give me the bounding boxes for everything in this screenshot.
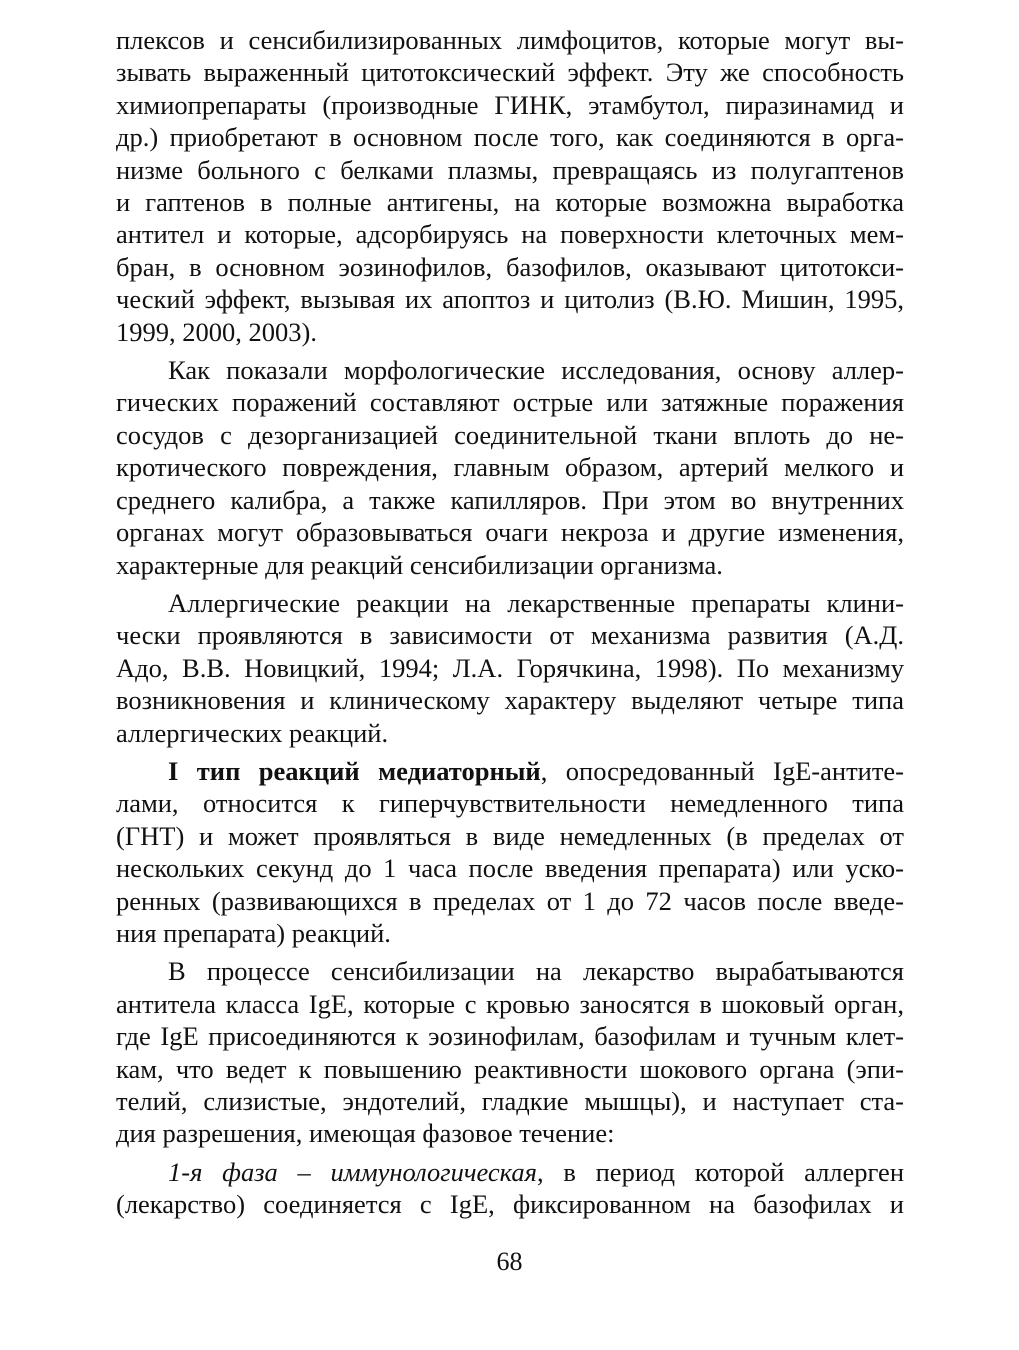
line-text: (ГНТ) и может проявляться в виде немедленных (в пределах от [116,820,904,851]
text-line [116,56,904,88]
italic-lead-term: 1-я фаза – иммунологическая [168,1156,537,1187]
text-line [116,549,904,581]
text-line [116,516,904,548]
line-text: , в период которой аллерген [536,1156,904,1187]
text-line [116,619,904,651]
line-text: лами, относится к гиперчувствительности немедленного типа [116,788,904,819]
line-text: , опосредованный IgE-антите- [540,755,905,786]
line-text: кам, что ведет к повышению реактивности шокового органа (эпи- [116,1053,904,1084]
paragraph [116,1156,904,1221]
text-line [116,1156,904,1188]
line-text: Как показали морфологические исследования, основу аллер- [168,355,904,386]
text-line [116,89,904,121]
text-line [116,1188,904,1220]
text-line [116,1117,904,1149]
text-line [116,652,904,684]
line-text: гических поражений составляют острые или затяжные поражения [116,387,904,418]
line-text: возникновения и клиническому характеру выделяют четыре типа [116,685,904,716]
line-text: ния препарата) реакций. [116,917,391,948]
bold-lead-term: I тип реакций медиаторный [168,755,541,786]
text-line [116,1053,904,1085]
text-line [116,1085,904,1117]
text-line [116,386,904,418]
line-text: среднего калибра, а также капилляров. При этом во внутренних [116,484,904,515]
line-text: дия разрешения, имеющая фазовое течение: [116,1118,615,1149]
text-line [116,717,904,749]
line-text: бран, в основном эозинофилов, базофилов, оказывают цитотокси- [116,251,904,282]
paragraph [116,955,904,1149]
text-line [116,917,904,949]
line-text: плексов и сенсибилизированных лимфоцитов, которые могут вы- [116,25,904,55]
text-line [116,419,904,451]
text-line [116,1020,904,1052]
text-line [116,684,904,716]
paragraph [116,755,904,949]
text-line [116,820,904,852]
text-line [116,283,904,315]
text-line [116,121,904,153]
paragraph [116,24,904,348]
line-text: нескольких секунд до 1 часа после введения препарата) или уско- [116,853,904,884]
text-line [116,251,904,283]
line-text: сосудов с дезорганизацией соединительной ткани вплоть до не- [116,419,904,450]
text-line [116,484,904,516]
line-text: В процессе сенсибилизации на лекарство вырабатываются [168,956,904,987]
text-line [116,354,904,386]
line-text: ческий эффект, вызывая их апоптоз и цитолиз (В.Ю. Мишин, 1995, [116,284,904,315]
line-text: кротического повреждения, главным образом, артерий мелкого и [116,452,904,483]
paragraph [116,354,904,581]
line-text: органах могут образовываться очаги некроза и другие изменения, [116,517,904,548]
line-text: ренных (развивающихся в пределах от 1 до 72 часов после введе- [116,885,904,916]
text-line [116,154,904,186]
line-text: чески проявляются в зависимости от механизма развития (А.Д. [116,620,904,651]
line-text: где IgE присоединяются к эозинофилам, базофилам и тучным клет- [116,1021,904,1052]
line-text: (лекарство) соединяется с IgE, фиксированном на базофилах и [116,1189,904,1220]
page-number: 68 [496,1247,523,1276]
page-body [116,24,904,1221]
paragraph [116,587,904,749]
line-text: др.) приобретают в основном после того, как соединяются в орга- [116,122,904,153]
line-text: антитела класса IgE, которые с кровью заносятся в шоковый орган, [116,988,904,1019]
line-text: низме больного с белками плазмы, превращаясь из полугаптенов [116,154,904,185]
line-text: химиопрепараты (производные ГИНК, этамбутол, пиразинамид и [116,89,904,120]
line-text: характерные для реакций сенсибилизации организма. [116,549,723,580]
line-text: зывать выраженный цитотоксический эффект. Эту же способность [116,57,904,88]
line-text: 1999, 2000, 2003). [116,316,317,347]
text-line [116,587,904,619]
text-line [116,218,904,250]
text-line [116,451,904,483]
text-line [116,955,904,987]
text-line [116,316,904,348]
text-line [116,787,904,819]
line-text: аллергических реакций. [116,717,389,748]
text-line [116,24,904,56]
text-line [116,988,904,1020]
text-line [116,186,904,218]
line-text: антител и которые, адсорбируясь на поверхности клеточных мем- [116,219,904,250]
line-text: и гаптенов в полные антигены, на которые возможна выработка [116,187,904,218]
text-line [116,852,904,884]
line-text: Аллергические реакции на лекарственные препараты клини- [168,587,904,618]
line-text: телий, слизистые, эндотелий, гладкие мышцы), и наступает ста- [116,1086,904,1116]
text-line [116,755,904,787]
text-line [116,885,904,917]
line-text: Адо, В.В. Новицкий, 1994; Л.А. Горячкина, 1998). По механизму [116,652,904,683]
